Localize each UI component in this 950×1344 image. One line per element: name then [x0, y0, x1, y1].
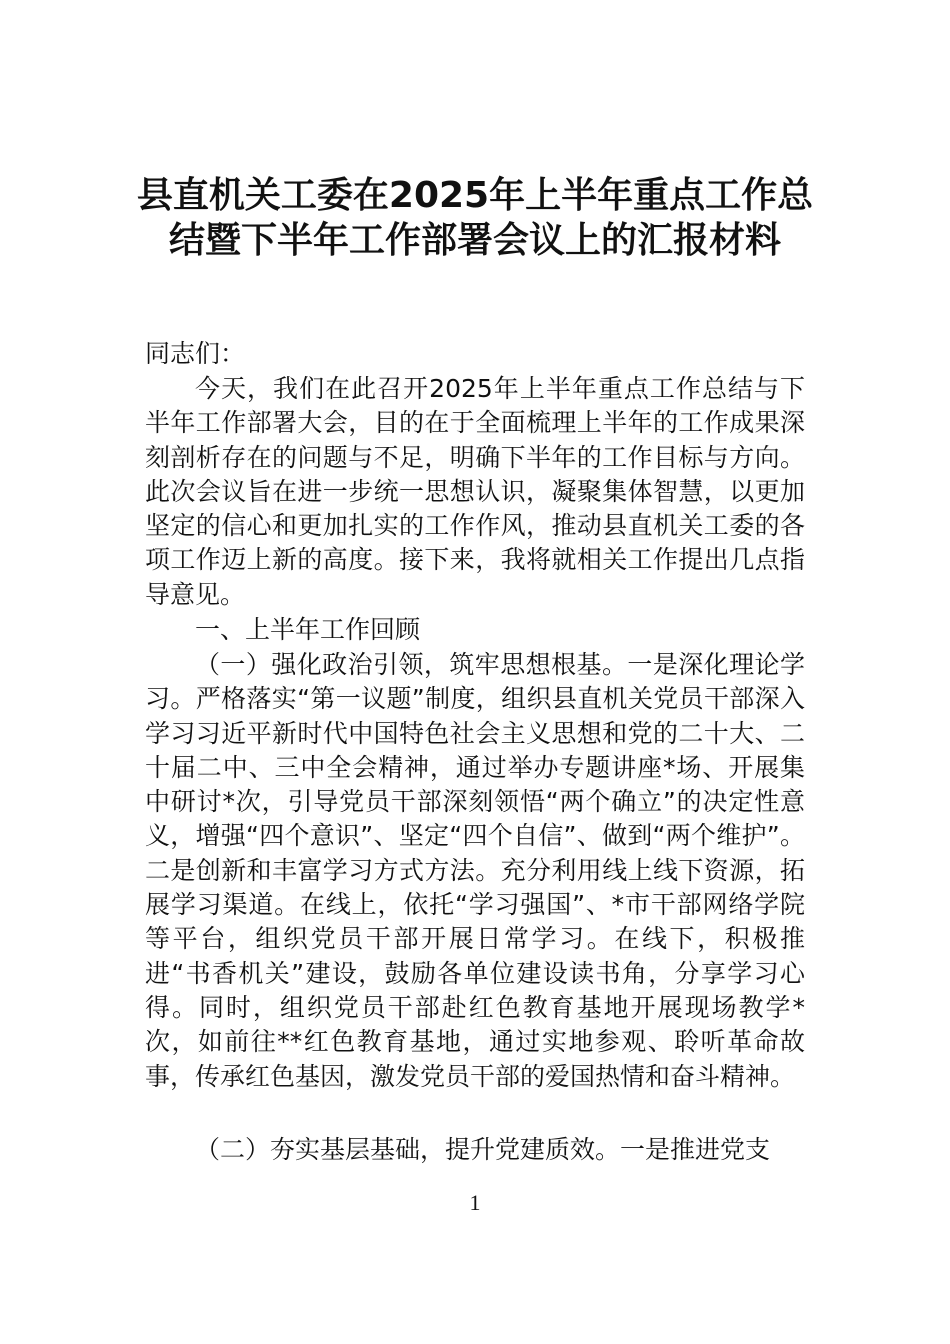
section-heading: 一、上半年工作回顾 — [195, 615, 421, 644]
section1-item1-block — [145, 648, 805, 1094]
intro-paragraph: 今天，我们在此召开2025年上半年重点工作总结与下半年工作部署大会，目的在于全面梳理上半年的工作成果深刻剖析存在的问题与不足，明确下半年的工作目标与方向。此次会议旨在进一步统一思想认识，凝聚集体智慧，以更加坚定的信心和更加扎实的工作作风，推动县直机关工委的各项工作迈上新的高度。接下来，我将就相关工作提出几点指导意见。 — [145, 374, 805, 609]
salutation: 同志们： — [145, 339, 246, 368]
section1-item2-paragraph: （二）夯实基层基础，提升党建质效。一是推进党支 — [195, 1135, 771, 1164]
intro-paragraph-block — [145, 372, 805, 612]
section1-item2-block — [145, 1133, 805, 1167]
section-heading-block — [145, 613, 805, 647]
page-number: 1 — [469, 1190, 481, 1215]
document-title-line-1: 县直机关工委在2025年上半年重点工作总 — [136, 175, 814, 216]
section1-item1-paragraph: （一）强化政治引领，筑牢思想根基。一是深化理论学习。严格落实“第一议题”制度，组织县直机关党员干部深入学习习近平新时代中国特色社会主义思想和党的二十大、二十届二中、三中全会精神，通过举办专题讲座*场、开展集中研讨*次，引导党员干部深刻领悟“两个确立”的决定性意义，增强“四个意识”、坚定“四个自信”、做到“两个维护”。二是创新和丰富学习方式方法。充分利用线上线下资源，拓展学习渠道。在线上，依托“学习强国”、*市干部网络学院等平台，组织党员干部开展日常学习。在线下，积极推进“书香机关”建设，鼓励各单位建设读书角，分享学习心得。同时，组织党员干部赴红色教育基地开展现场教学*次，如前往**红色教育基地，通过实地参观、聆听革命故事，传承红色基因，激发党员干部的爱国热情和奋斗精神。 — [145, 650, 805, 1091]
document-title-line-2: 结暨下半年工作部署会议上的汇报材料 — [168, 220, 781, 261]
